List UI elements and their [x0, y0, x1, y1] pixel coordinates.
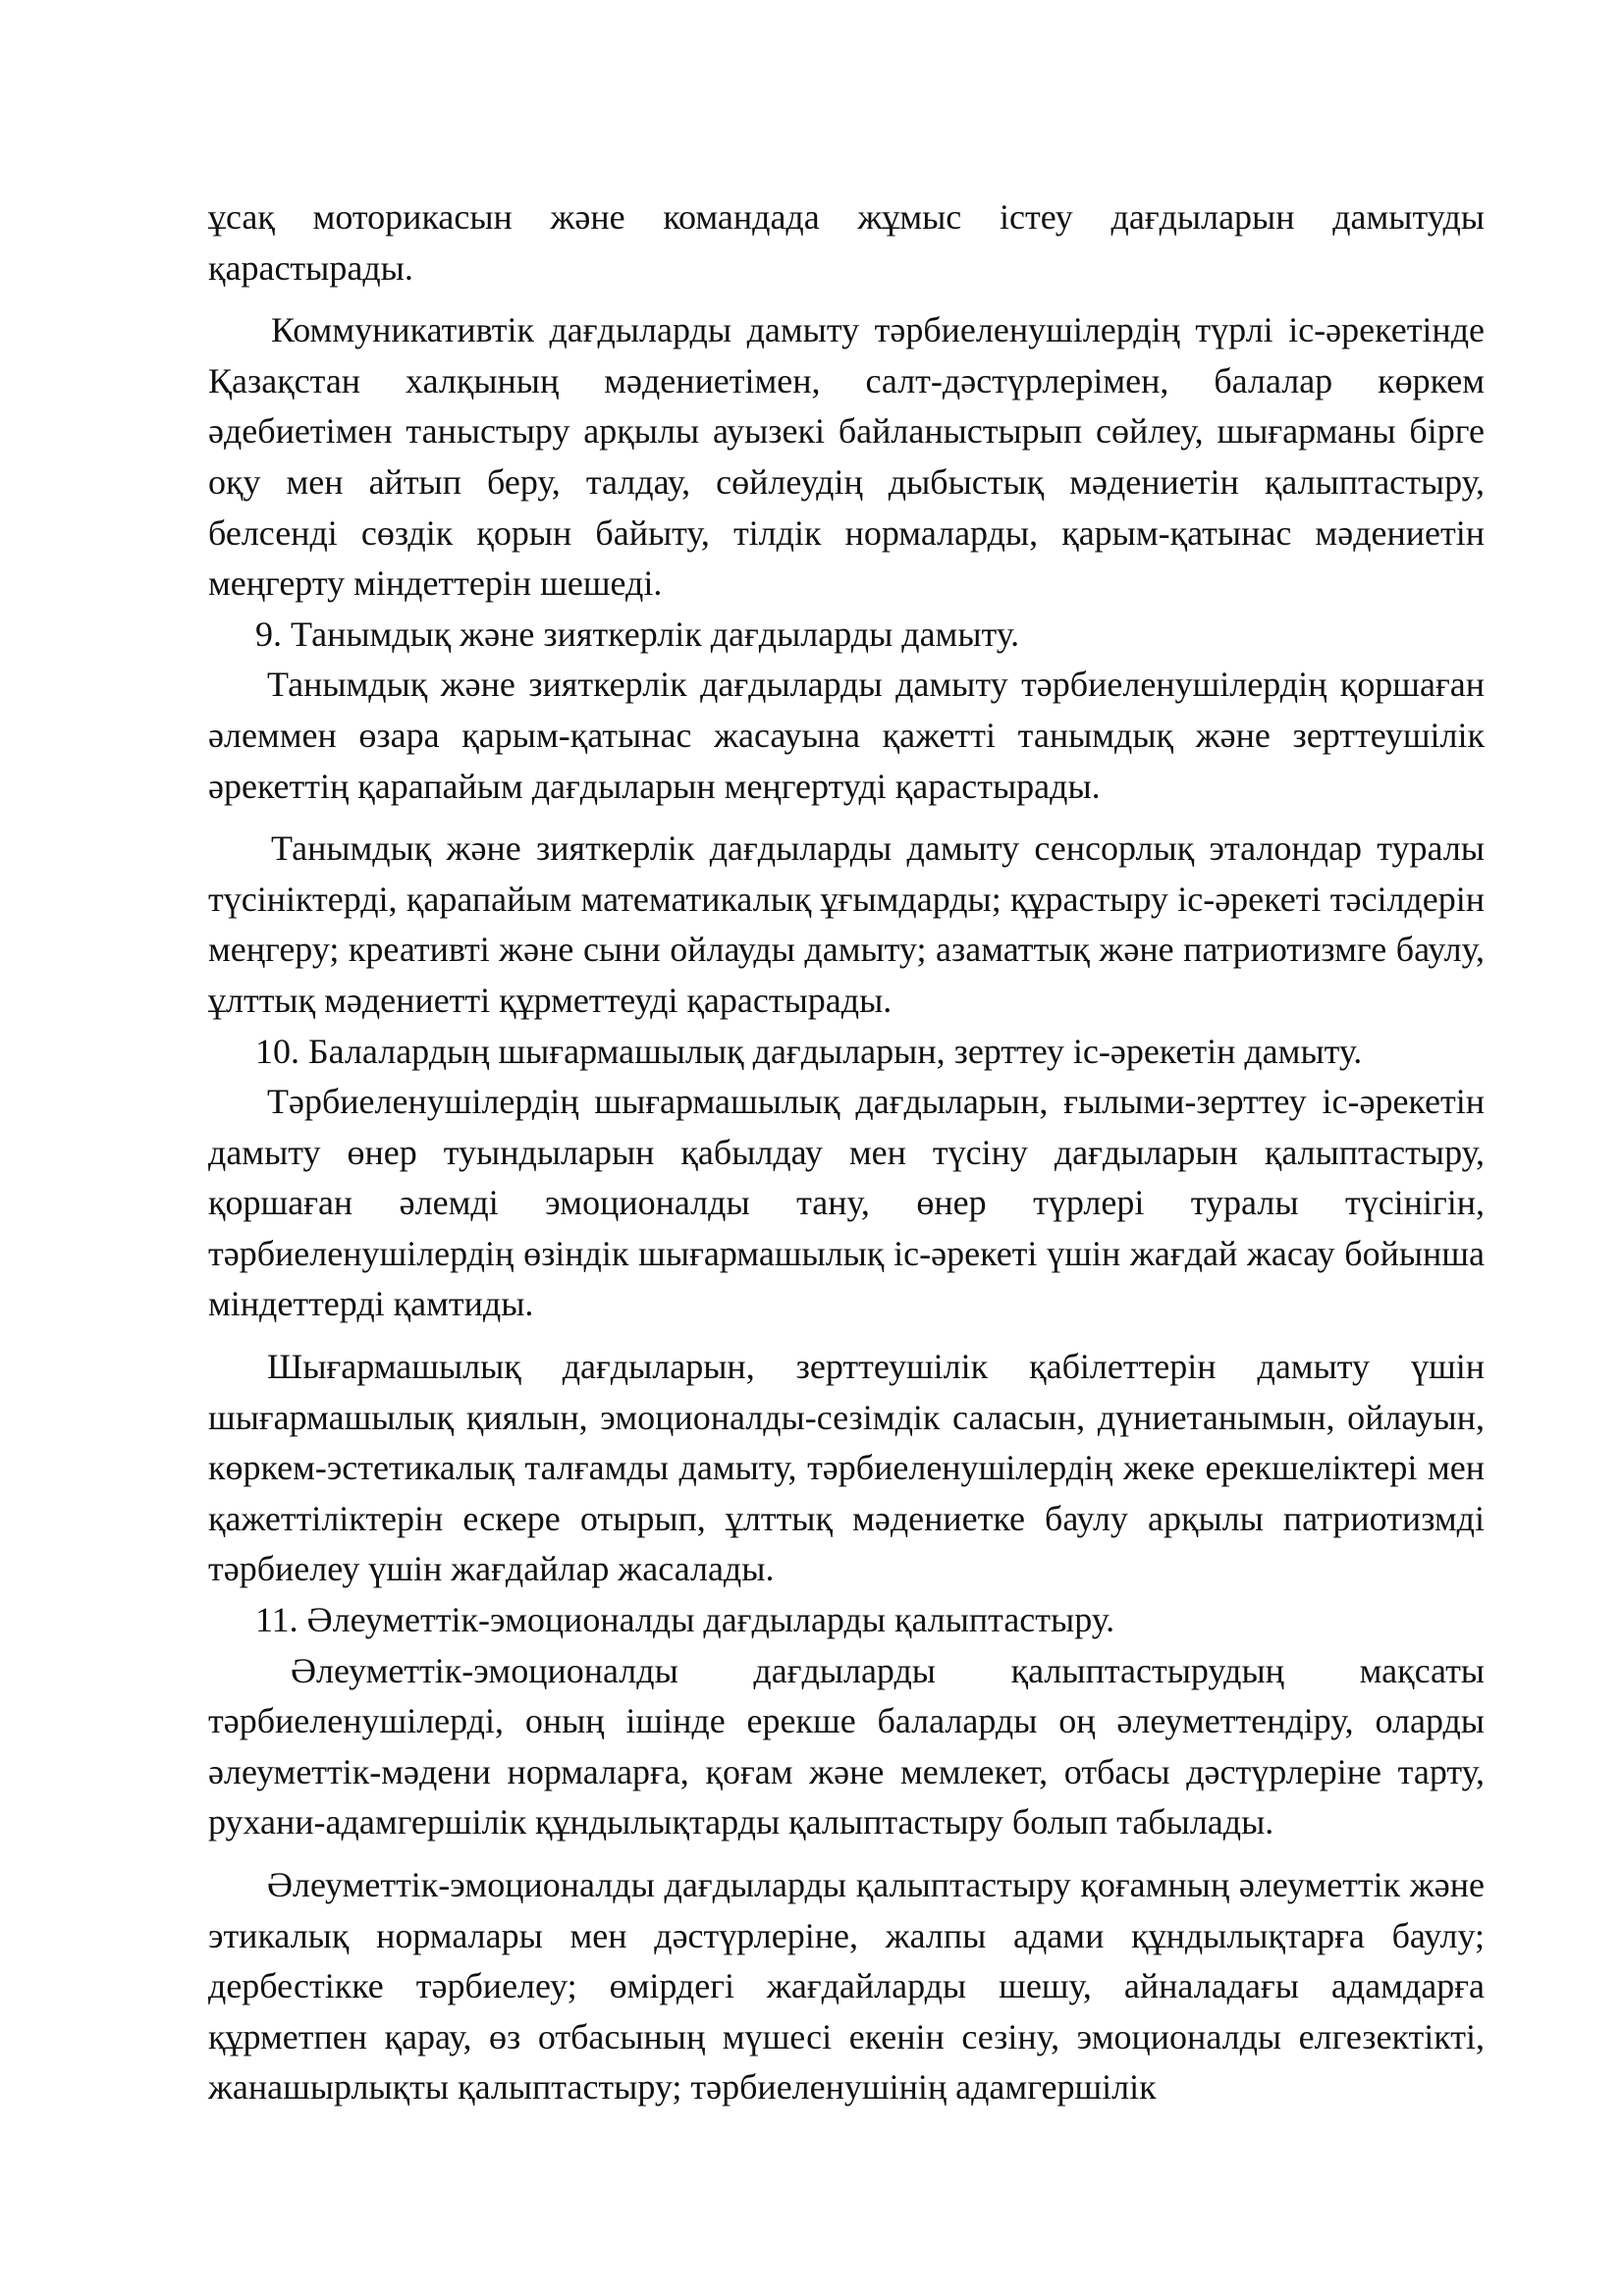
- paragraph-creative-skills-2: Шығармашылық дағдыларын, зерттеушілік қабілеттерін дамыту үшін шығармашылық қиялын, эмоционалды-сезімдік саласын, дүниетанымын, ойлауын, көркем-эстетикалық талғамды дамыту, тәрбиеленушілердің жеке ерекшеліктері мен қажеттіліктерін ескере отырып, ұлттық мәдениетке баулу арқылы патриотизмді тәрбиелеу үшін жағдайлар жасалады.: [208, 1347, 1485, 1589]
- paragraph-creative-skills-1: Тәрбиеленушілердің шығармашылық дағдыларын, ғылыми-зерттеу іс-әрекетін дамыту өнер туындыларын қабылдау мен түсіну дағдыларын қалыптастыру, қоршаған әлемді эмоционалды тану, өнер түрлері туралы түсінігін, тәрбиеленушілердің өзіндік шығармашылық іс-әрекеті үшін жағдай жасау бойынша міндеттерді қамтиды.: [208, 1082, 1485, 1324]
- paragraph-cognitive-skills-1: Танымдық және зияткерлік дағдыларды дамыту тәрбиеленушілердің қоршаған әлеммен өзара қарым-қатынас жасауына қажетті танымдық және зерттеушілік әрекеттің қарапайым дағдыларын меңгертуді қарастырады.: [208, 665, 1485, 806]
- paragraph-communication-skills: Коммуникативтік дағдыларды дамыту тәрбиеленушілердің түрлі іс-әрекетінде Қазақстан халқының мәдениетімен, салт-дәстүрлерімен, балалар көркем әдебиетімен таныстыру арқылы ауызекі байланыстырып сөйлеу, шығарманы бірге оқу мен айтып беру, талдау, сөйлеудің дыбыстық мәдениетін қалыптастыру, белсенді сөздік қорын байыту, тілдік нормаларды, қарым-қатынас мәдениетін меңгерту міндеттерін шешеді.: [208, 310, 1485, 604]
- paragraph-cognitive-skills-2: Танымдық және зияткерлік дағдыларды дамыту сенсорлық эталондар туралы түсініктерді, қарапайым математикалық ұғымдарды; құрастыру іс-әрекеті тәсілдерін меңгеру; креативті және сыни ойлауды дамыту; азаматтық және патриотизмге баулу, ұлттық мәдениетті құрметтеуді қарастырады.: [208, 828, 1485, 1020]
- paragraph-continuation: ұсақ моторикасын және командада жұмыс істеу дағдыларын дамытуды қарастырады.: [208, 197, 1485, 288]
- document-page: [208, 192, 1485, 2113]
- section-heading-10: 10. Балалардың шығармашылық дағдыларын, зерттеу іс-әрекетін дамыту.: [255, 1031, 1363, 1071]
- section-heading-9: 9. Танымдық және зияткерлік дағдыларды дамыту.: [255, 614, 1020, 654]
- section-heading-11: 11. Әлеуметтік-эмоционалды дағдыларды қалыптастыру.: [255, 1600, 1115, 1640]
- paragraph-social-emotional-1: Әлеуметтік-эмоционалды дағдыларды қалыптастырудың мақсаты тәрбиеленушілерді, оның ішінде ерекше балаларды оң әлеуметтендіру, оларды әлеуметтік-мәдени нормаларға, қоғам және мемлекет, отбасы дәстүрлеріне тарту, рухани-адамгершілік құндылықтарды қалыптастыру болып табылады.: [208, 1650, 1485, 1842]
- paragraph-social-emotional-2: Әлеуметтік-эмоционалды дағдыларды қалыптастыру қоғамның әлеуметтік және этикалық нормалары мен дәстүрлеріне, жалпы адами құндылықтарға баулу; дербестікке тәрбиелеу; өмірдегі жағдайларды шешу, айналадағы адамдарға құрметпен қарау, өз отбасының мүшесі екенін сезіну, эмоционалды елгезектікті, жанашырлықты қалыптастыру; тәрбиеленушінің адамгершілік: [208, 1865, 1485, 2108]
